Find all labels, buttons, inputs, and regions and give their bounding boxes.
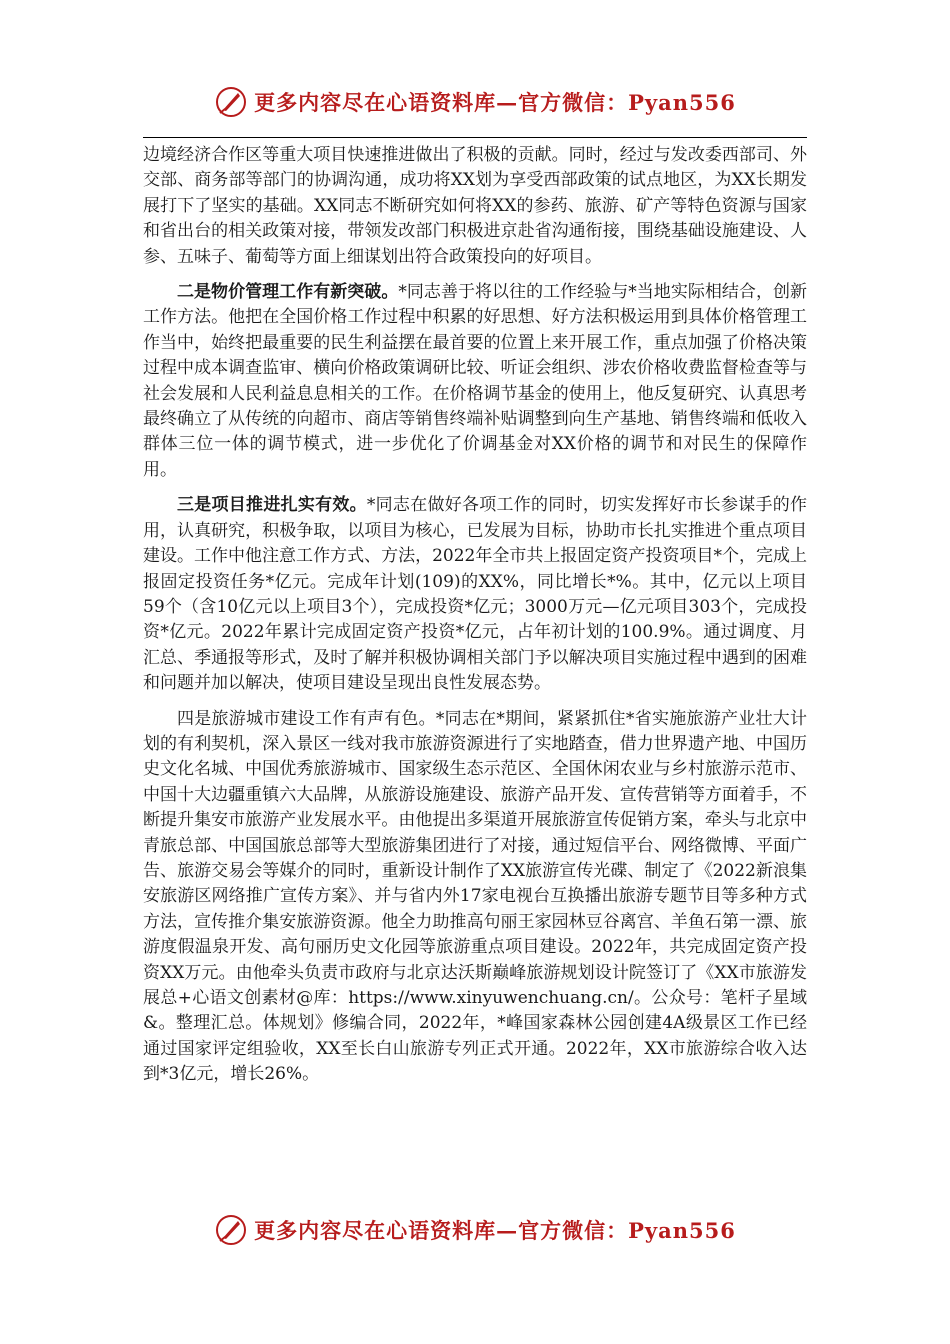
paragraph-3 [143, 493, 807, 696]
quill-logo-icon [214, 1213, 248, 1247]
paragraph-4-text: 四是旅游城市建设工作有声有色。*同志在*期间，紧紧抓住*省实施旅游产业壮大计划的有利契机，深入景区一线对我市旅游资源进行了实地踏查，借力世界遗产地、中国历史文化名城、中国优秀旅游城市、国家级生态示范区、全国休闲农业与乡村旅游示范市、中国十大边疆重镇六大品牌，从旅游设施建设、旅游产品开发、宣传营销等方面着手，不断提升集安市旅游产业发展水平。由他提出多渠道开展旅游宣传促销方案，牵头与北京中青旅总部、中国国旅总部等大型旅游集团进行了对接，通过短信平台、网络微博、平面广告、旅游交易会等媒介的同时，重新设计制作了XX旅游宣传光碟、制定了《2022新浪集安旅游区网络推广宣传方案》、并与省内外17家电视台互换播出旅游专题节目等多种方式方法，宣传推介集安旅游资源。他全力助推高句丽王家园林豆谷离宫、羊鱼石第一漂、旅游度假温泉开发、高句丽历史文化园等旅游重点项目建设。2022年，共完成固定资产投资XX万元。由他牵头负责市政府与北京达沃斯巅峰旅游规划设计院签订了《XX市旅游发展总+心语文创素材@库：https://www.xinyuwenchuang.cn/。公众号：笔杆子星域&。整理汇总。体规划》修编合同，2022年，*峰国家森林公园创建4A级景区工作已经通过国家评定组验收，XX至长白山旅游专列正式开通。2022年，XX市旅游综合收入达到*3亿元，增长26%。 [143, 708, 807, 1085]
paragraph-2-text: *同志善于将以往的工作经验与*当地实际相结合，创新工作方法。他把在全国价格工作过程中积累的好思想、好方法积极运用到具体价格管理工作当中，始终把最重要的民生利益摆在最首要的位置上来开展工作，重点加强了价格决策过程中成本调查监审、横向价格政策调研比较、听证会组织、涉农价格收费监督检查等与社会发展和人民利益息息相关的工作。在价格调节基金的使用上，他反复研究、认真思考最终确立了从传统的向超市、商店等销售终端补贴调整到向生产基地、销售终端和低收入群体三位一体的调节模式，进一步优化了价调基金对XX价格的调节和对民生的保障作用。 [143, 282, 808, 480]
footer-banner-text: 更多内容尽在心语资料库—官方微信：Pyan556 [254, 1218, 736, 1243]
header-banner-text: 更多内容尽在心语资料库—官方微信：Pyan556 [254, 90, 736, 115]
paragraph-1 [143, 143, 807, 270]
paragraph-3-lead: 三是项目推进扎实有效。 [177, 495, 367, 516]
paragraph-2-lead: 二是物价管理工作有新突破。 [177, 282, 399, 303]
header-banner [0, 82, 950, 122]
paragraph-4 [143, 707, 807, 1088]
document-body [143, 143, 807, 1098]
paragraph-1-text: 边境经济合作区等重大项目快速推进做出了积极的贡献。同时，经过与发改委西部司、外交部、商务部等部门的协调沟通，成功将XX划为享受西部政策的试点地区，为XX长期发展打下了坚实的基础。XX同志不断研究如何将XX的参药、旅游、矿产等特色资源与国家和省出台的相关政策对接，带领发改部门积极进京赴省沟通衔接，围绕基础设施建设、人参、五味子、葡萄等方面上细谋划出符合政策投向的好项目。 [143, 145, 807, 267]
header-rule [143, 137, 807, 138]
quill-logo-icon [214, 85, 248, 119]
paragraph-3-text: *同志在做好各项工作的同时，切实发挥好市长参谋手的作用，认真研究，积极争取，以项目为核心，已发展为目标，协助市长扎实推进个重点项目建设。工作中他注意工作方式、方法，2022年全市共上报固定资产投资项目*个，完成上报固定投资任务*亿元。完成年计划(109)的XX%，同比增长*%。其中，亿元以上项目59个（含10亿元以上项目3个），完成投资*亿元；3000万元—亿元项目303个，完成投资*亿元。2022年累计完成固定资产投资*亿元，占年初计划的100.9%。通过调度、月汇总、季通报等形式，及时了解并积极协调相关部门予以解决项目实施过程中遇到的困难和问题并加以解决，使项目建设呈现出良性发展态势。 [143, 495, 808, 694]
paragraph-2 [143, 280, 807, 483]
footer-banner [0, 1210, 950, 1250]
